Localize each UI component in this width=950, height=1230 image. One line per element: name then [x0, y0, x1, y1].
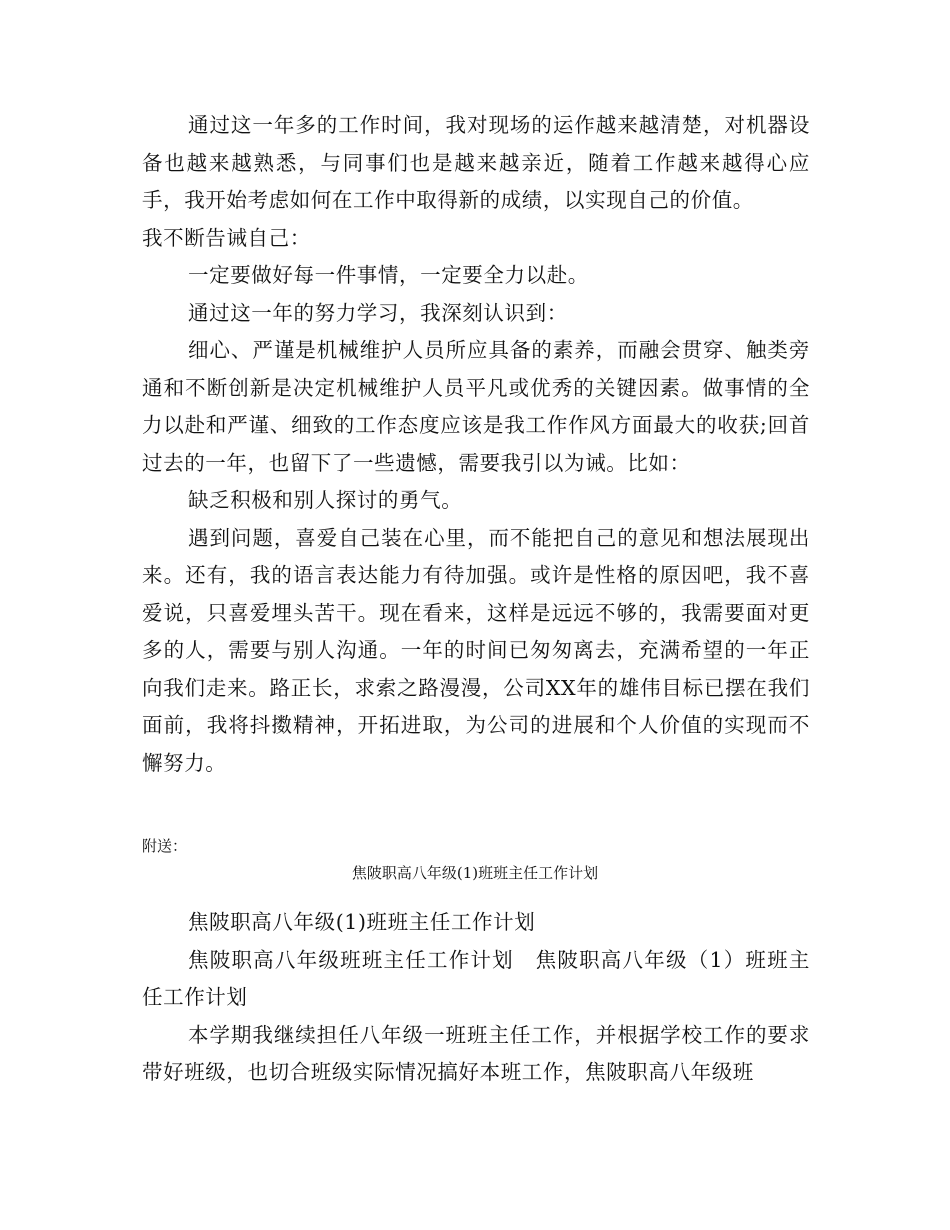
- work-summary-section: [142, 107, 810, 782]
- paragraph: 通过这一年的努力学习，我深刻认识到：: [188, 300, 568, 325]
- attachment-label: 附送：: [142, 837, 188, 855]
- paragraph: 我不断告诫自己：: [142, 225, 311, 250]
- class-plan-section: [142, 904, 810, 1092]
- paragraph: 焦陂职高八年级(1)班班主任工作计划: [188, 910, 536, 934]
- paragraph: 细心、严谨是机械维护人员所应具备的素养，而融会贯穿、触类旁通和不断创新是决定机械维护人员平凡或优秀的关键因素。做事情的全力以赴和严谨、细致的工作态度应该是我工作作风方面最大的收获;回首过去的一年，也留下了一些遗憾，需要我引以为诫。比如：: [142, 338, 810, 475]
- paragraph: 遇到问题，喜爱自己装在心里，而不能把自己的意见和想法展现出来。还有，我的语言表达能力有待加强。或许是性格的原因吧，我不喜爱说，只喜爱埋头苦干。现在看来，这样是远远不够的，我需要面对更多的人，需要与别人沟通。一年的时间已匆匆离去，充满希望的一年正向我们走来。路正长，求索之路漫漫，公司XX年的雄伟目标已摆在我们面前，我将抖擞精神，开拓进取，为公司的进展和个人价值的实现而不懈努力。: [142, 525, 810, 775]
- paragraph: 通过这一年多的工作时间，我对现场的运作越来越清楚，对机器设备也越来越熟悉，与同事们也是越来越亲近，随着工作越来越得心应手，我开始考虑如何在工作中取得新的成绩，以实现自己的价值。: [142, 113, 810, 212]
- paragraph: 缺乏积极和别人探讨的勇气。: [188, 488, 463, 512]
- paragraph: 一定要做好每一件事情，一定要全力以赴。: [188, 263, 589, 287]
- attachment-title: 焦陂职高八年级(1)班班主任工作计划: [351, 864, 599, 882]
- paragraph: 本学期我继续担任八年级一班班主任工作，并根据学校工作的要求带好班级，也切合班级实际情况搞好本班工作，焦陂职高八年级班: [142, 1022, 810, 1084]
- paragraph: 焦陂职高八年级班班主任工作计划 焦陂职高八年级（1）班班主任工作计划: [142, 947, 810, 1009]
